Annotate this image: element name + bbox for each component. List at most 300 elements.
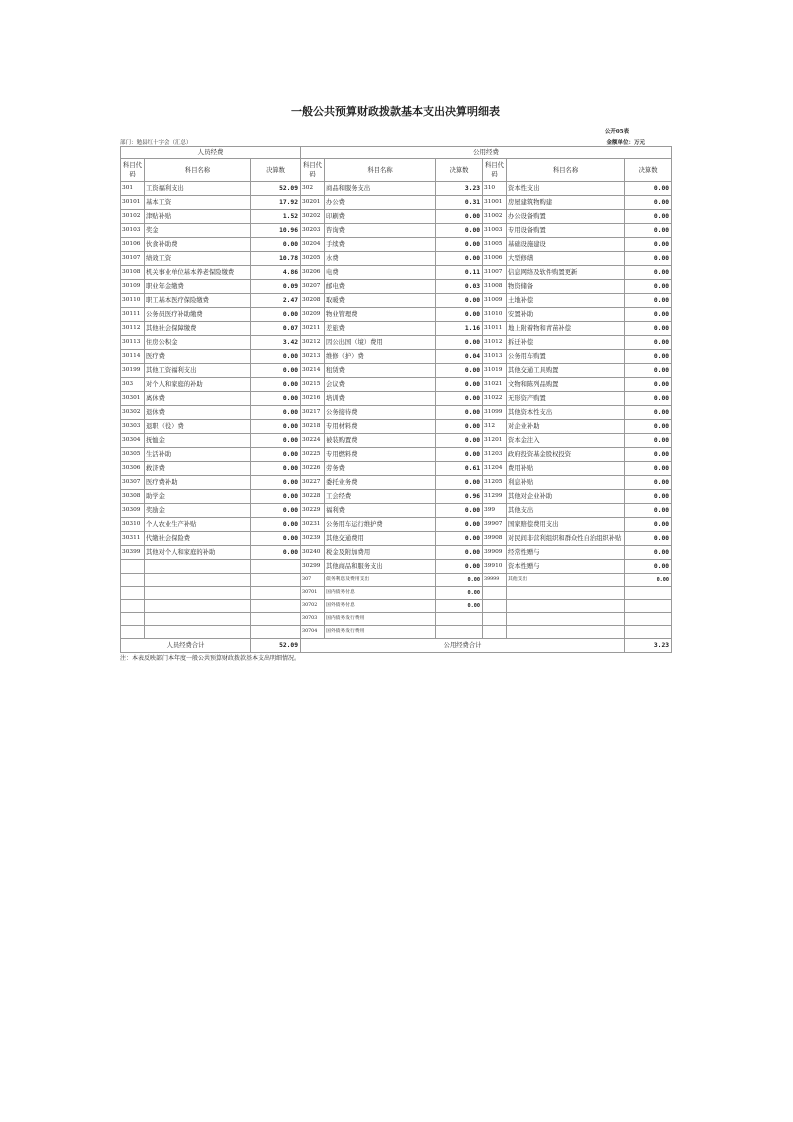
cell-amount: 0.00 xyxy=(625,518,672,532)
cell-amount xyxy=(251,587,301,600)
cell-code: 30201 xyxy=(301,196,325,210)
cell-amount: 0.00 xyxy=(625,532,672,546)
cell-name: 其他商品和服务支出 xyxy=(325,560,436,574)
cell-code: 310 xyxy=(483,182,507,196)
cell-code: 31003 xyxy=(483,224,507,238)
cell-code: 31010 xyxy=(483,308,507,322)
cell-code: 30204 xyxy=(301,238,325,252)
cell-amount: 0.00 xyxy=(625,504,672,518)
cell-name: 其他交通工具购置 xyxy=(507,364,625,378)
table-row xyxy=(121,626,672,639)
cell-code: 30109 xyxy=(121,280,145,294)
cell-code: 31205 xyxy=(483,476,507,490)
cell-name: 委托业务费 xyxy=(325,476,436,490)
cell-code: 30206 xyxy=(301,266,325,280)
cell-amount: 0.00 xyxy=(436,378,483,392)
cell-amount: 0.00 xyxy=(436,560,483,574)
cell-amount: 17.92 xyxy=(251,196,301,210)
totals-row xyxy=(121,639,672,653)
cell-name: 公务接待费 xyxy=(325,406,436,420)
cell-code: 39910 xyxy=(483,560,507,574)
table-row xyxy=(121,238,672,252)
cell-code: 31299 xyxy=(483,490,507,504)
cell-name: 伙食补助费 xyxy=(145,238,251,252)
cell-code: 30209 xyxy=(301,308,325,322)
cell-code: 30216 xyxy=(301,392,325,406)
cell-name: 工会经费 xyxy=(325,490,436,504)
cell-amount xyxy=(625,600,672,613)
cell-name: 文物和陈列品购置 xyxy=(507,378,625,392)
expenditure-table xyxy=(120,146,672,653)
cell-code: 30101 xyxy=(121,196,145,210)
cell-code: 30307 xyxy=(121,476,145,490)
cell-name: 医疗费补助 xyxy=(145,476,251,490)
cell-code: 30102 xyxy=(121,210,145,224)
amount-header: 决算数 xyxy=(251,159,301,182)
cell-name: 个人农业生产补贴 xyxy=(145,518,251,532)
cell-code: 30239 xyxy=(301,532,325,546)
table-meta xyxy=(120,124,671,146)
cell-amount: 0.00 xyxy=(251,350,301,364)
cell-code: 30106 xyxy=(121,238,145,252)
table-row xyxy=(121,476,672,490)
cell-amount: 0.00 xyxy=(436,420,483,434)
cell-name: 税金及附加费用 xyxy=(325,546,436,560)
cell-name: 津贴补贴 xyxy=(145,210,251,224)
cell-name: 奖金 xyxy=(145,224,251,238)
cell-code: 30108 xyxy=(121,266,145,280)
cell-code: 30704 xyxy=(301,626,325,639)
cell-code: 30228 xyxy=(301,490,325,504)
cell-name: 其他支出 xyxy=(507,504,625,518)
cell-name: 培训费 xyxy=(325,392,436,406)
cell-name: 资本性赠与 xyxy=(507,560,625,574)
cell-name: 对个人和家庭的补助 xyxy=(145,378,251,392)
cell-amount: 3.42 xyxy=(251,336,301,350)
cell-code: 30226 xyxy=(301,462,325,476)
cell-amount: 0.00 xyxy=(436,210,483,224)
cell-name xyxy=(145,613,251,626)
cell-name: 拆迁补偿 xyxy=(507,336,625,350)
cell-code: 31204 xyxy=(483,462,507,476)
cell-amount: 52.09 xyxy=(251,182,301,196)
cell-amount: 0.00 xyxy=(251,504,301,518)
table-row xyxy=(121,532,672,546)
cell-amount: 0.00 xyxy=(436,406,483,420)
cell-code: 30113 xyxy=(121,336,145,350)
cell-amount: 0.00 xyxy=(251,462,301,476)
cell-name: 信息网络及软件购置更新 xyxy=(507,266,625,280)
table-row xyxy=(121,336,672,350)
cell-name: 国外债务发行费用 xyxy=(325,626,436,639)
cell-amount: 0.61 xyxy=(436,462,483,476)
cell-name: 邮电费 xyxy=(325,280,436,294)
cell-code: 30702 xyxy=(301,600,325,613)
cell-amount: 0.00 xyxy=(625,280,672,294)
cell-code: 30208 xyxy=(301,294,325,308)
table-row xyxy=(121,406,672,420)
cell-name: 安置补助 xyxy=(507,308,625,322)
table-row xyxy=(121,210,672,224)
cell-name xyxy=(507,626,625,639)
cell-code: 30224 xyxy=(301,434,325,448)
public-group-header: 公用经费 xyxy=(301,147,672,159)
cell-name xyxy=(145,560,251,574)
table-row xyxy=(121,350,672,364)
table-row xyxy=(121,518,672,532)
cell-amount: 0.11 xyxy=(436,266,483,280)
budget-sheet xyxy=(120,100,671,665)
cell-code: 30114 xyxy=(121,350,145,364)
cell-name: 商品和服务支出 xyxy=(325,182,436,196)
cell-name: 专用设备购置 xyxy=(507,224,625,238)
name-header: 科目名称 xyxy=(145,159,251,182)
cell-name: 绩效工资 xyxy=(145,252,251,266)
cell-name: 被装购置费 xyxy=(325,434,436,448)
table-row xyxy=(121,280,672,294)
cell-code: 39999 xyxy=(483,574,507,587)
cell-code: 30225 xyxy=(301,448,325,462)
table-row xyxy=(121,224,672,238)
cell-code xyxy=(483,613,507,626)
code-header: 科目代码 xyxy=(483,159,507,182)
cell-code: 30399 xyxy=(121,546,145,560)
cell-amount xyxy=(625,626,672,639)
cell-code: 30231 xyxy=(301,518,325,532)
cell-name: 职工基本医疗保险缴费 xyxy=(145,294,251,308)
form-number: 公开05表 xyxy=(604,129,629,135)
cell-code: 312 xyxy=(483,420,507,434)
cell-amount: 0.00 xyxy=(436,308,483,322)
cell-name: 生活补助 xyxy=(145,448,251,462)
cell-name xyxy=(507,613,625,626)
cell-name: 其他交通费用 xyxy=(325,532,436,546)
cell-code: 30310 xyxy=(121,518,145,532)
cell-code: 31021 xyxy=(483,378,507,392)
cell-code: 31099 xyxy=(483,406,507,420)
cell-amount: 4.86 xyxy=(251,266,301,280)
cell-amount: 0.07 xyxy=(251,322,301,336)
cell-amount: 0.00 xyxy=(625,420,672,434)
cell-amount: 0.00 xyxy=(625,392,672,406)
cell-code xyxy=(121,613,145,626)
cell-amount xyxy=(251,613,301,626)
cell-name: 手续费 xyxy=(325,238,436,252)
cell-amount: 0.00 xyxy=(251,406,301,420)
cell-code: 30304 xyxy=(121,434,145,448)
cell-code: 31012 xyxy=(483,336,507,350)
cell-amount: 0.00 xyxy=(625,476,672,490)
cell-code: 31013 xyxy=(483,350,507,364)
name-header: 科目名称 xyxy=(325,159,436,182)
cell-amount: 1.16 xyxy=(436,322,483,336)
cell-code: 30301 xyxy=(121,392,145,406)
cell-amount: 0.00 xyxy=(625,560,672,574)
cell-name: 资本性支出 xyxy=(507,182,625,196)
cell-amount: 0.00 xyxy=(436,587,483,600)
cell-amount: 0.00 xyxy=(625,182,672,196)
cell-name: 利息补贴 xyxy=(507,476,625,490)
cell-name: 水费 xyxy=(325,252,436,266)
cell-amount: 0.00 xyxy=(625,224,672,238)
cell-amount xyxy=(251,574,301,587)
cell-amount: 0.00 xyxy=(251,364,301,378)
cell-amount: 0.31 xyxy=(436,196,483,210)
cell-amount: 10.96 xyxy=(251,224,301,238)
cell-amount: 0.00 xyxy=(251,532,301,546)
cell-name: 物业管理费 xyxy=(325,308,436,322)
cell-code: 31203 xyxy=(483,448,507,462)
cell-name: 离休费 xyxy=(145,392,251,406)
cell-amount: 0.00 xyxy=(251,308,301,322)
cell-amount: 0.00 xyxy=(625,350,672,364)
cell-name: 住房公积金 xyxy=(145,336,251,350)
table-row xyxy=(121,420,672,434)
cell-code: 30217 xyxy=(301,406,325,420)
cell-amount: 0.00 xyxy=(625,322,672,336)
table-row xyxy=(121,266,672,280)
cell-code: 303 xyxy=(121,378,145,392)
cell-amount: 0.00 xyxy=(436,364,483,378)
cell-name: 对企业补助 xyxy=(507,420,625,434)
cell-name: 退职（役）费 xyxy=(145,420,251,434)
cell-amount: 0.00 xyxy=(625,406,672,420)
cell-amount xyxy=(251,626,301,639)
code-header: 科目代码 xyxy=(301,159,325,182)
cell-name: 维修（护）费 xyxy=(325,350,436,364)
cell-code: 30227 xyxy=(301,476,325,490)
cell-name: 办公设备购置 xyxy=(507,210,625,224)
cell-code xyxy=(121,560,145,574)
cell-code: 30703 xyxy=(301,613,325,626)
cell-amount: 0.96 xyxy=(436,490,483,504)
cell-name: 费用补贴 xyxy=(507,462,625,476)
cell-code xyxy=(121,587,145,600)
cell-amount: 0.00 xyxy=(251,518,301,532)
group-header-row xyxy=(121,147,672,159)
cell-name: 劳务费 xyxy=(325,462,436,476)
cell-code: 31006 xyxy=(483,252,507,266)
cell-amount: 0.00 xyxy=(625,210,672,224)
cell-name: 咨询费 xyxy=(325,224,436,238)
cell-amount: 0.00 xyxy=(251,378,301,392)
cell-amount: 0.00 xyxy=(436,546,483,560)
table-row xyxy=(121,504,672,518)
cell-code: 39909 xyxy=(483,546,507,560)
cell-name: 资本金注入 xyxy=(507,434,625,448)
cell-name: 地上附着物和青苗补偿 xyxy=(507,322,625,336)
cell-name: 基本工资 xyxy=(145,196,251,210)
cell-amount: 0.00 xyxy=(251,546,301,560)
cell-amount: 0.00 xyxy=(625,448,672,462)
cell-name: 取暖费 xyxy=(325,294,436,308)
table-row xyxy=(121,574,672,587)
cell-name xyxy=(145,574,251,587)
cell-amount: 0.00 xyxy=(251,238,301,252)
cell-code: 30299 xyxy=(301,560,325,574)
table-row xyxy=(121,613,672,626)
name-header: 科目名称 xyxy=(507,159,625,182)
cell-code: 31011 xyxy=(483,322,507,336)
cell-name: 会议费 xyxy=(325,378,436,392)
cell-name: 国内债务付息 xyxy=(325,587,436,600)
cell-code: 30311 xyxy=(121,532,145,546)
cell-amount: 0.00 xyxy=(436,518,483,532)
cell-name: 福利费 xyxy=(325,504,436,518)
cell-name: 经常性赠与 xyxy=(507,546,625,560)
table-row xyxy=(121,196,672,210)
table-row xyxy=(121,434,672,448)
cell-name: 其他支出 xyxy=(507,574,625,587)
cell-code: 31005 xyxy=(483,238,507,252)
cell-code: 30111 xyxy=(121,308,145,322)
cell-code: 30202 xyxy=(301,210,325,224)
cell-amount xyxy=(625,587,672,600)
cell-amount xyxy=(436,613,483,626)
cell-code: 301 xyxy=(121,182,145,196)
cell-name: 办公费 xyxy=(325,196,436,210)
cell-name: 职业年金缴费 xyxy=(145,280,251,294)
cell-name: 无形资产购置 xyxy=(507,392,625,406)
cell-name: 大型修缮 xyxy=(507,252,625,266)
cell-code: 39907 xyxy=(483,518,507,532)
cell-amount: 0.00 xyxy=(436,252,483,266)
cell-amount: 0.00 xyxy=(251,420,301,434)
cell-code: 30303 xyxy=(121,420,145,434)
cell-name: 其他工资福利支出 xyxy=(145,364,251,378)
cell-name: 电费 xyxy=(325,266,436,280)
cell-name: 公务用车运行维护费 xyxy=(325,518,436,532)
amount-header: 决算数 xyxy=(436,159,483,182)
cell-code: 30112 xyxy=(121,322,145,336)
cell-code: 30107 xyxy=(121,252,145,266)
cell-amount: 0.00 xyxy=(625,238,672,252)
cell-code: 31008 xyxy=(483,280,507,294)
cell-code: 30212 xyxy=(301,336,325,350)
cell-amount: 0.00 xyxy=(436,238,483,252)
cell-code: 399 xyxy=(483,504,507,518)
cell-name: 医疗费 xyxy=(145,350,251,364)
cell-amount xyxy=(251,600,301,613)
cell-name xyxy=(145,626,251,639)
personnel-total-value: 52.09 xyxy=(251,639,301,653)
cell-amount: 0.00 xyxy=(436,504,483,518)
table-note: 注：本表反映部门本年度一般公共预算财政拨款基本支出明细情况。 xyxy=(120,655,301,662)
cell-name: 其他对个人和家庭的补助 xyxy=(145,546,251,560)
cell-code: 30207 xyxy=(301,280,325,294)
cell-amount: 1.52 xyxy=(251,210,301,224)
cell-name: 奖励金 xyxy=(145,504,251,518)
cell-code: 31001 xyxy=(483,196,507,210)
cell-amount: 0.00 xyxy=(251,476,301,490)
cell-amount xyxy=(436,626,483,639)
table-row xyxy=(121,560,672,574)
cell-name: 专用材料费 xyxy=(325,420,436,434)
column-header-row xyxy=(121,159,672,182)
cell-code: 30701 xyxy=(301,587,325,600)
table-row xyxy=(121,322,672,336)
cell-amount: 0.00 xyxy=(625,462,672,476)
cell-amount: 0.00 xyxy=(251,434,301,448)
table-row xyxy=(121,294,672,308)
cell-code xyxy=(483,587,507,600)
cell-code: 30203 xyxy=(301,224,325,238)
cell-code: 31007 xyxy=(483,266,507,280)
cell-amount: 0.00 xyxy=(436,532,483,546)
cell-name: 其他社会保障缴费 xyxy=(145,322,251,336)
cell-amount: 0.00 xyxy=(625,434,672,448)
cell-name: 国外债务付息 xyxy=(325,600,436,613)
cell-name xyxy=(507,587,625,600)
cell-code: 31022 xyxy=(483,392,507,406)
table-row xyxy=(121,308,672,322)
table-row xyxy=(121,600,672,613)
cell-name: 救济费 xyxy=(145,462,251,476)
unit-label: 金额单位：万元 xyxy=(606,140,645,146)
cell-code xyxy=(121,626,145,639)
cell-code xyxy=(121,600,145,613)
cell-name xyxy=(507,600,625,613)
cell-code: 30215 xyxy=(301,378,325,392)
table-title: 一般公共预算财政拨款基本支出决算明细表 xyxy=(291,105,500,118)
table-row xyxy=(121,252,672,266)
cell-name: 差旅费 xyxy=(325,322,436,336)
cell-amount: 0.00 xyxy=(625,574,672,587)
cell-amount: 0.00 xyxy=(436,434,483,448)
personnel-total-label: 人员经费合计 xyxy=(121,639,251,653)
cell-name xyxy=(145,587,251,600)
cell-amount: 0.00 xyxy=(436,392,483,406)
cell-code xyxy=(483,626,507,639)
cell-name: 因公出国（境）费用 xyxy=(325,336,436,350)
cell-amount: 0.00 xyxy=(436,574,483,587)
cell-amount: 0.00 xyxy=(625,336,672,350)
cell-amount: 0.00 xyxy=(625,196,672,210)
cell-amount: 0.00 xyxy=(436,476,483,490)
cell-name: 房屋建筑物购建 xyxy=(507,196,625,210)
cell-amount: 0.00 xyxy=(625,252,672,266)
cell-code: 31002 xyxy=(483,210,507,224)
cell-code: 39908 xyxy=(483,532,507,546)
cell-code: 30103 xyxy=(121,224,145,238)
public-total-label: 公用经费合计 xyxy=(301,639,625,653)
cell-name: 助学金 xyxy=(145,490,251,504)
cell-amount: 0.00 xyxy=(251,490,301,504)
public-total-value: 3.23 xyxy=(625,639,672,653)
cell-code: 30302 xyxy=(121,406,145,420)
cell-amount: 0.00 xyxy=(251,392,301,406)
cell-amount: 0.00 xyxy=(625,294,672,308)
cell-code: 302 xyxy=(301,182,325,196)
table-row xyxy=(121,182,672,196)
cell-amount: 0.00 xyxy=(625,308,672,322)
cell-code: 30309 xyxy=(121,504,145,518)
cell-amount: 0.04 xyxy=(436,350,483,364)
cell-code: 30199 xyxy=(121,364,145,378)
cell-name: 国家赔偿费用支出 xyxy=(507,518,625,532)
cell-name: 政府投资基金股权投资 xyxy=(507,448,625,462)
cell-code: 31019 xyxy=(483,364,507,378)
cell-name xyxy=(145,600,251,613)
cell-name: 退休费 xyxy=(145,406,251,420)
code-header: 科目代码 xyxy=(121,159,145,182)
cell-amount: 0.00 xyxy=(625,364,672,378)
cell-amount: 2.47 xyxy=(251,294,301,308)
cell-code: 31009 xyxy=(483,294,507,308)
table-row xyxy=(121,364,672,378)
cell-name: 债务利息及费用支出 xyxy=(325,574,436,587)
cell-amount: 0.00 xyxy=(436,600,483,613)
